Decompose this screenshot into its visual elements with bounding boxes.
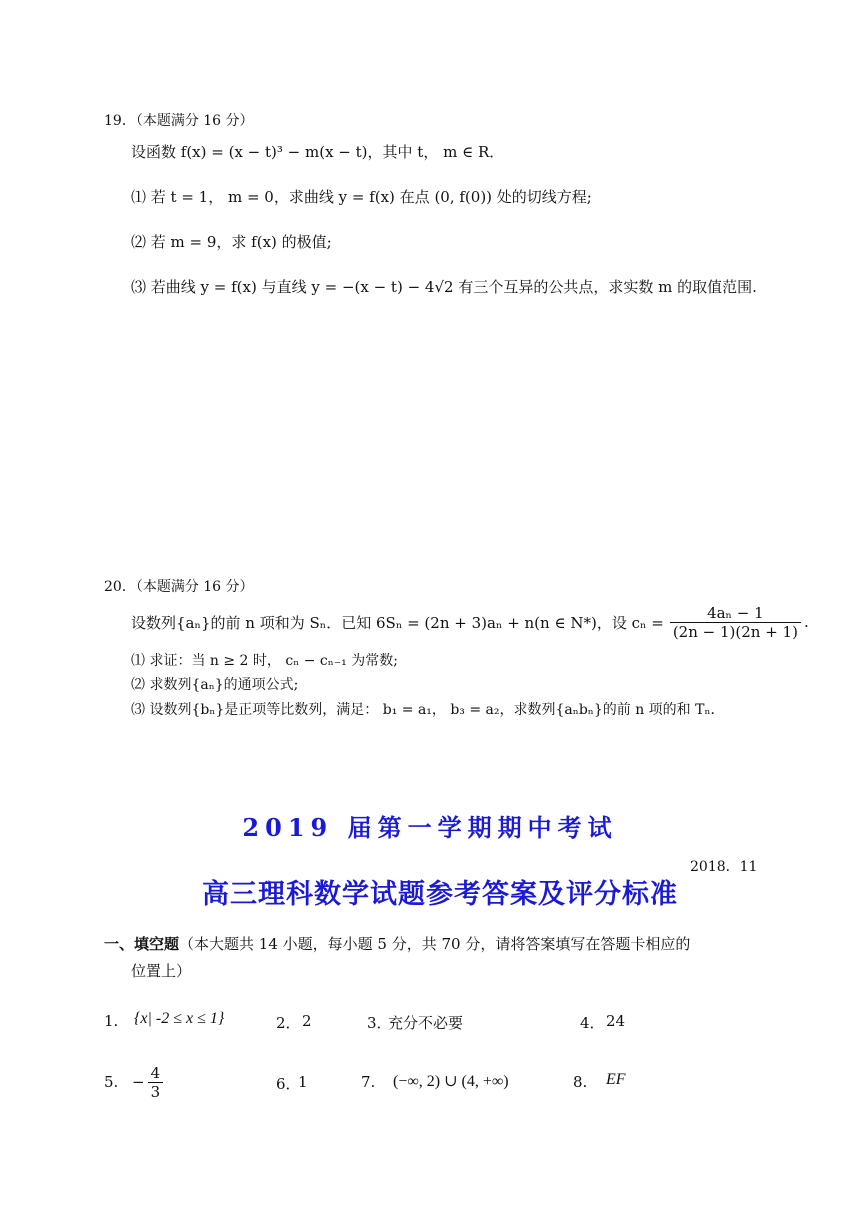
answer-2: 2 xyxy=(302,1012,312,1030)
section-one xyxy=(104,933,690,954)
answer-no-4: 4． xyxy=(580,1014,605,1032)
q20-part1: ⑴ 求证：当 n ≥ 2 时， cₙ − cₙ₋₁ 为常数; xyxy=(131,653,398,669)
answer-3: 充分不必要 xyxy=(388,1014,464,1032)
q20-intro-text: 设数列{aₙ}的前 n 项和为 Sₙ．已知 6Sₙ = (2n + 3)aₙ + n(n ∈ N*)，设 cₙ = xyxy=(131,613,664,632)
section-note-2: 位置上） xyxy=(131,962,192,980)
q20-c-fraction xyxy=(670,604,801,641)
answer-7: (−∞, 2) ∪ (4, +∞) xyxy=(393,1073,509,1090)
answer-no-1: 1. xyxy=(104,1012,119,1030)
q20-c-numerator: 4aₙ − 1 xyxy=(670,604,801,623)
section-label: 一、填空题 xyxy=(104,935,180,953)
answer-no-6: 6． xyxy=(276,1075,301,1093)
answer-1: {x| -2 ≤ x ≤ 1} xyxy=(134,1010,225,1027)
q19-part2: ⑵ 若 m = 9，求 f(x) 的极值; xyxy=(131,233,332,251)
answer-5-fraction xyxy=(148,1064,164,1101)
q19-part3: ⑶ 若曲线 y = f(x) 与直线 y = −(x − t) − 4√2 有三个互异的公共点，求实数 m 的取值范围. xyxy=(131,278,757,296)
section-note-1: （本大题共 14 小题，每小题 5 分，共 70 分，请将答案填写在答题卡相应的 xyxy=(179,935,691,953)
q20-part2: ⑵ 求数列{aₙ}的通项公式; xyxy=(131,677,299,693)
q19-header: 19．（本题满分 16 分） xyxy=(104,113,254,129)
q20-c-denominator: (2n − 1)(2n + 1) xyxy=(672,622,798,641)
answer-5-denominator: 3 xyxy=(150,1082,161,1101)
answer-5-numerator: 4 xyxy=(148,1064,164,1083)
q20-intro: 设数列{aₙ}的前 n 项和为 Sₙ．已知 6Sₙ = (2n + 3)aₙ + n(n ∈ N*)，设 cₙ = $\frac{\text{4aₙ − 1}}{(2n - 1)(2n + 1)}$ . xyxy=(131,603,809,641)
answer-subtitle: 高三理科数学试题参考答案及评分标准 xyxy=(202,879,678,910)
q19-intro: 设函数 f(x) = (x − t)³ − m(x − t)，其中 t， m ∈ R． xyxy=(131,143,505,161)
answer-no-7: 7. xyxy=(361,1073,376,1091)
answer-no-5: 5. xyxy=(104,1073,119,1091)
answer-4: 24 xyxy=(606,1012,626,1030)
answer-no-2: 2． xyxy=(276,1014,301,1032)
q20-part3: ⑶ 设数列{bₙ}是正项等比数列，满足： b₁ = a₁， b₃ = a₂，求数列{aₙbₙ}的前 n 项的和 Tₙ． xyxy=(131,702,725,718)
answer-date: 2018．11 xyxy=(690,859,758,875)
answer-8: EF xyxy=(606,1071,626,1088)
q20-header: 20．（本题满分 16 分） xyxy=(104,579,254,595)
answer-5 xyxy=(132,1062,163,1102)
q19-part1: ⑴ 若 t = 1， m = 0，求曲线 y = f(x) 在点 (0, f(0)) 处的切线方程; xyxy=(131,188,592,206)
answer-5-sign: − xyxy=(132,1073,145,1091)
answer-title: 2019 届第一学期期中考试 xyxy=(242,813,618,842)
answer-no-8: 8. xyxy=(573,1073,588,1091)
answer-6: 1 xyxy=(298,1073,308,1091)
answer-no-3: 3． xyxy=(367,1014,392,1032)
